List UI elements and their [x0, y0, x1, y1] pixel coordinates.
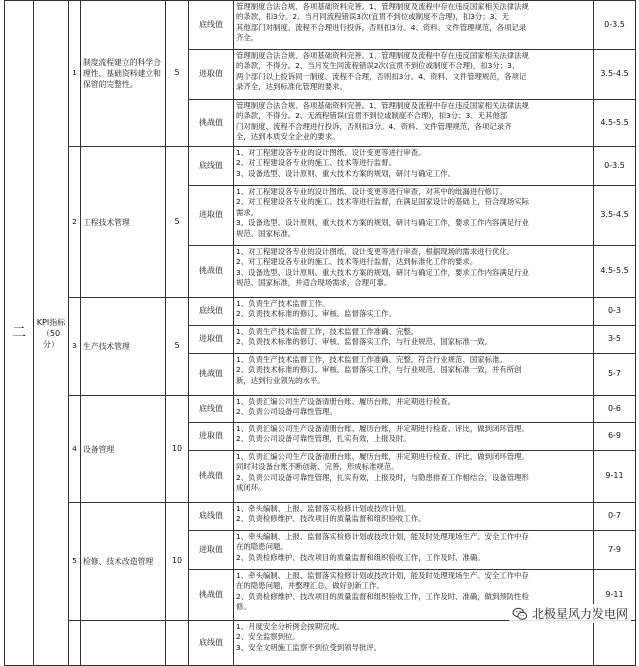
criteria-line: 3、安全文明施工监察不到位受到领导批评。: [236, 642, 382, 652]
table-row: [5, 503, 636, 531]
item-weight: 5: [166, 1, 189, 147]
item-name: [81, 621, 166, 666]
level-label: 底线值: [189, 298, 234, 326]
score-range: 5-7: [594, 354, 636, 396]
category-number: 二: [5, 1, 34, 666]
score-range: 6-9: [594, 423, 636, 451]
criteria-line: 在的隐患问题，并整理汇总，做好创新工作。: [236, 581, 384, 591]
score-range: 0-3.5: [594, 147, 636, 186]
item-name: 生产技术管理: [81, 298, 166, 396]
score-range: 0-6: [594, 396, 636, 423]
criteria-cell: [234, 298, 594, 326]
criteria-line: 管理制度合法合规、各项基础资料完善。1、管理制度及流程中存在违反国家相关法律法规: [236, 51, 529, 60]
item-name: 检修、技术改造管理: [81, 503, 166, 621]
criteria-cell: [234, 147, 594, 186]
score-range: 3.5-4.5: [594, 50, 636, 100]
level-label: 进取值: [189, 50, 234, 100]
criteria-line: 1、对工程建设各专业的设计图纸、设计变更等进行审查。: [236, 148, 426, 157]
criteria-line: 1、负责生产技术监督工作，技术监督工作准确、完整。: [236, 327, 419, 336]
category-label: KPI指标（50分）: [34, 1, 69, 666]
table-row: [5, 298, 636, 326]
criteria-line: 管理制度合法合规、各项基础资料完善。1、管理制度及流程中存在违反国家相关法律法规: [236, 101, 529, 110]
level-label: 底线值: [189, 503, 234, 531]
level-label: 底线值: [189, 396, 234, 423]
wechat-icon: [512, 606, 528, 622]
criteria-line: 2、安全监察到位。: [236, 632, 300, 642]
criteria-line: 全，达到本质安全企业的要求。: [236, 132, 340, 142]
item-number: [69, 621, 81, 666]
criteria-line: 规范、国家标准。: [236, 228, 296, 238]
criteria-line: 2、负责技术标准的修订、审核、监督落实工作，与行业规范、国家标准一致。: [236, 337, 492, 347]
criteria-line: 门对制度、流程不合理进行投诉，否则扣3分。4、资料、文件管理规范，各项记录齐: [236, 121, 512, 131]
score-range: 0-7: [594, 503, 636, 531]
criteria-line: 在的隐患问题。: [236, 542, 288, 552]
criteria-line: 2、负责检修维护、技改项目的质量监督和组织验收工作，工作及时、准确，做到预防性检: [236, 591, 529, 601]
score-range: 9-11: [594, 451, 636, 503]
criteria-line: 1、月度安全分析例会按期完成。: [236, 622, 345, 631]
criteria-line: 成闭环。: [236, 483, 266, 493]
table-row: [5, 147, 636, 186]
criteria-cell: [234, 503, 594, 531]
criteria-line: 1、负责汇编公司生产设备清册台账、履历台账，并定期进行检查、评比，做到闭环管理。: [236, 452, 529, 461]
criteria-cell: [234, 100, 594, 147]
criteria-line: 3、设备选型、设计原则、重大技术方案的规划，研讨与确定工作，要求工作内容满足行业: [236, 218, 529, 228]
item-name: 设备管理: [81, 396, 166, 503]
criteria-line: 需求。: [236, 207, 259, 217]
score-range: 3.5-4.5: [594, 186, 636, 246]
criteria-line: 修。: [236, 602, 251, 612]
level-label: 进取值: [189, 326, 234, 354]
criteria-line: 2、对工程建设各专业的施工、技术等进行监督，在满足国家设计的基础上，符合现场实际: [236, 197, 529, 207]
item-name: 工程技术管理: [81, 147, 166, 298]
criteria-line: 其他部门对制度、流程不合理进行投诉，否则扣3分。4、资料、文件管理规范，各项记录: [236, 22, 527, 32]
criteria-line: 2、负责技术标准的修订、审核、监督落实工作，与行业规范、国家标准一致，并有所创: [236, 365, 522, 375]
criteria-line: 同时对设备台账不断创新、完善，形成标准规范。: [236, 462, 399, 472]
criteria-line: 2、负责技术标准的修订、审核、监督落实工作。: [236, 309, 396, 319]
criteria-cell: [234, 354, 594, 396]
criteria-line: 管理制度合法合规、各项基础资料完善。1、管理制度及流程中存在违反国家相关法律法规: [236, 2, 529, 11]
level-label: 底线值: [189, 1, 234, 50]
level-label: 挑战值: [189, 246, 234, 298]
item-number: 3: [69, 298, 81, 396]
criteria-line: 3、设备选型、设计原则、重大技术方案的规划，研讨与确定工作。: [236, 168, 456, 178]
criteria-line: 规范、国家标准，并适合现场需求，合理可靠。: [236, 278, 392, 288]
level-label: 挑战值: [189, 100, 234, 147]
criteria-cell: [234, 326, 594, 354]
score-range: [594, 621, 636, 666]
criteria-cell: [234, 396, 594, 423]
level-label: 进取值: [189, 531, 234, 570]
score-range: 4.5-5.5: [594, 246, 636, 298]
level-label: 进取值: [189, 186, 234, 246]
criteria-cell: [234, 621, 594, 666]
criteria-line: 1、牵头编制、上报、监督落实检修计划或技改计划，能及时处理现场生产、安全工作中存: [236, 532, 529, 541]
table-row: [5, 396, 636, 423]
criteria-cell: [234, 451, 594, 503]
level-label: 进取值: [189, 423, 234, 451]
criteria-line: 两个部门以上投诉同一制度、流程不合理，否则扣3分。4、资料、文件管理规范，各项记: [236, 71, 527, 81]
criteria-line: 2、对工程建设各专业的施工、技术等进行监督，达到标准化工作的要求。: [236, 257, 478, 267]
criteria-line: 1、对工程建设各专业的设计图纸、设计变更等进行审查，根据现场的需求进行优化。: [236, 247, 515, 256]
level-label: 挑战值: [189, 354, 234, 396]
watermark: [509, 604, 631, 623]
item-number: 4: [69, 396, 81, 503]
score-range: 0-3.5: [594, 1, 636, 50]
criteria-line: 2、负责公司设备可靠性管理，扎实有效，上报及时，与隐患排查工作相结合，设备管理形: [236, 472, 529, 482]
level-label: 挑战值: [189, 451, 234, 503]
criteria-line: 的条款，不得分。2、当月发生同流程错误2次(宜贯不到位或制度不合理)，扣3分；3、: [236, 61, 520, 71]
criteria-line: 1、负责汇编公司生产设备清册台账、履历台账，并定期进行检查。: [236, 397, 456, 406]
criteria-line: 2、负责检修维护、技改项目的质量监督和组织验收工作，工作及时、准确。: [236, 552, 485, 562]
item-weight: 5: [166, 147, 189, 298]
criteria-cell: [234, 246, 594, 298]
level-label: 挑战值: [189, 570, 234, 621]
level-label: 底线值: [189, 621, 234, 666]
criteria-line: 1、对工程建设各专业的设计图纸、设计变更等进行审查，对其中的纰漏进行修订。: [236, 187, 507, 196]
criteria-line: 3、设备选型、设计原则、重大技术方案的规划，研讨与确定工作，要求工作内容满足行业: [236, 267, 529, 277]
criteria-line: 齐全。: [236, 33, 259, 43]
criteria-cell: [234, 531, 594, 570]
score-range: 9-11: [594, 570, 636, 621]
criteria-line: 1、牵头编制、上报、监督落实检修计划或技改计划，能及时处理现场生产、安全工作中存: [236, 571, 529, 580]
criteria-line: 1、牵头编制、上报、监督落实检修计划或技改计划。: [236, 504, 411, 513]
criteria-line: 1、负责生产技术监督工作，技术监督工作准确、完整，符合行业规范、国家标准。: [236, 355, 507, 364]
criteria-cell: [234, 423, 594, 451]
criteria-line: 1、负责汇编公司生产设备清册台账、履历台账，并定期进行检查、评比，做到闭环管理。: [236, 424, 529, 433]
score-range: 3-5: [594, 326, 636, 354]
table-row: [5, 621, 636, 666]
kpi-table: [4, 0, 636, 666]
criteria-line: 新，达到行业领先的水平。: [236, 375, 325, 385]
criteria-cell: [234, 1, 594, 50]
item-number: 2: [69, 147, 81, 298]
score-range: 7-9: [594, 531, 636, 570]
criteria-line: 2、负责公司设备可靠性管理，扎实有效，上报及时。: [236, 434, 411, 444]
criteria-line: 的条款，不得分。2、无流程错误(宜贯不到位或制度不合理)，扣3分；3、无其他部: [236, 111, 508, 121]
criteria-cell: [234, 186, 594, 246]
item-weight: 5: [166, 298, 189, 396]
criteria-line: 的条款，扣3分。2、当月同流程错误3次(宜贯不到位或制度不合理)，扣3分；3、无: [236, 12, 510, 22]
score-range: 0-3: [594, 298, 636, 326]
item-number: 1: [69, 1, 81, 147]
criteria-cell: [234, 50, 594, 100]
criteria-line: 2、对工程建设各专业的施工、技术等进行监督。: [236, 158, 396, 168]
criteria-line: 2、负责检修维护、技改项目的质量监督和组织验收工作。: [236, 514, 426, 524]
table-row: [5, 1, 636, 50]
item-number: 5: [69, 503, 81, 621]
item-weight: 10: [166, 396, 189, 503]
level-label: 底线值: [189, 147, 234, 186]
criteria-line: 录齐全，达到标准化管理的要求。: [236, 82, 347, 92]
criteria-line: 1、负责生产技术监督工作。: [236, 299, 330, 308]
item-weight: [166, 621, 189, 666]
score-range: 4.5-5.5: [594, 100, 636, 147]
item-name: 制度流程建立的科学合理性，基础资料建立和保管的完整性。: [81, 1, 166, 147]
item-weight: 10: [166, 503, 189, 621]
criteria-line: 2、负责公司设备可靠性管理。: [236, 407, 337, 417]
watermark-text: 北极星风力发电网: [531, 607, 628, 621]
